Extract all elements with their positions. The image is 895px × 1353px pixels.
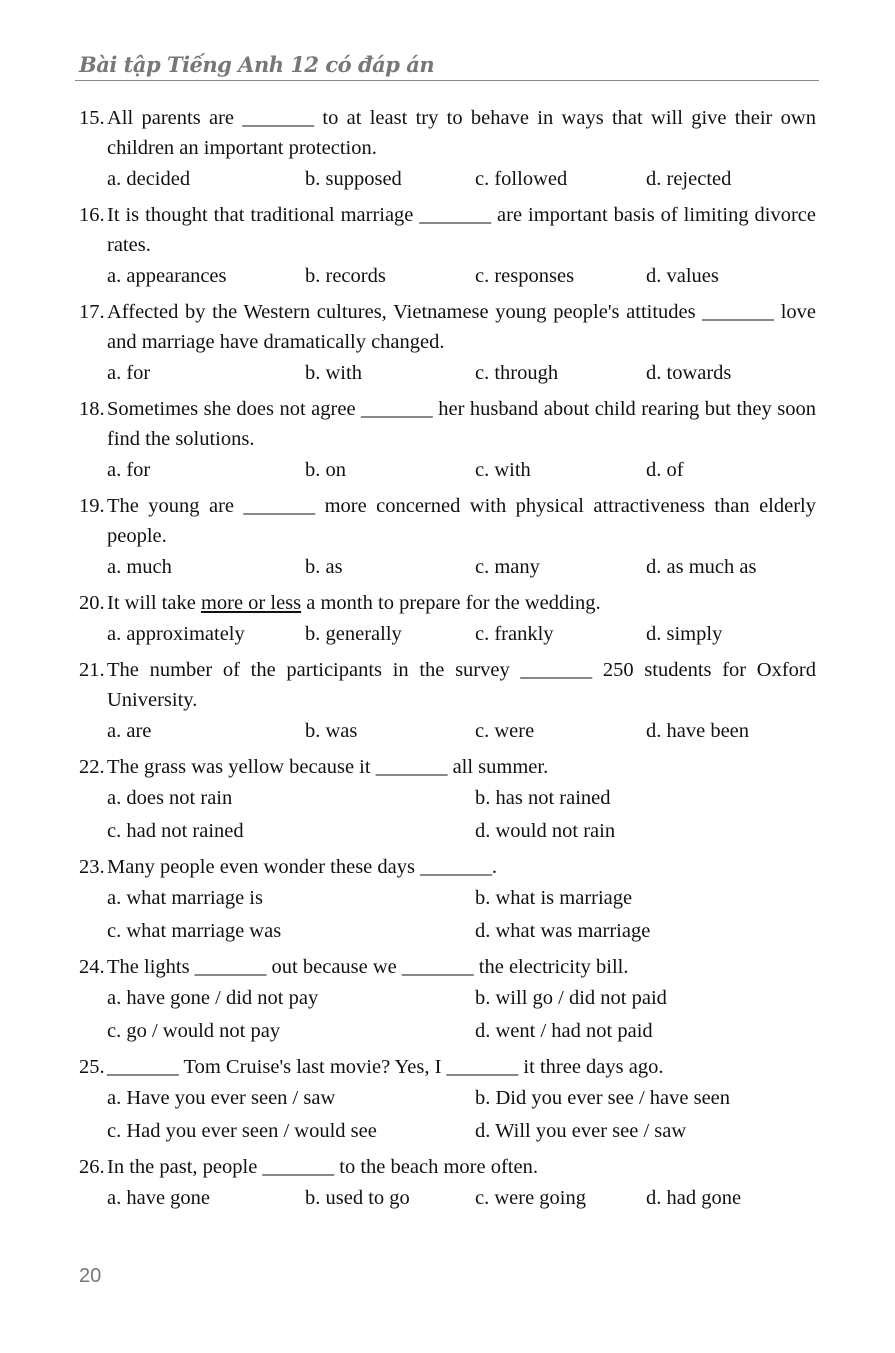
option-a: a. Have you ever seen / saw xyxy=(107,1087,336,1109)
question-number: 26. xyxy=(79,1156,105,1178)
question-stem xyxy=(79,588,816,618)
question-number: 19. xyxy=(79,495,105,517)
option-b: b. supposed xyxy=(305,168,402,190)
options-row xyxy=(79,915,816,948)
question-number: 15. xyxy=(79,107,105,129)
question-number: 25. xyxy=(79,1056,105,1078)
stem-text: In the past, people _______ to the beach more often. xyxy=(107,1156,538,1178)
stem-text: The number of the participants in the survey _______ 250 students for Oxford University. xyxy=(107,659,816,711)
option-b: b. records xyxy=(305,265,386,287)
question-number: 20. xyxy=(79,592,105,614)
option-a: a. decided xyxy=(107,168,191,190)
question-stem xyxy=(79,752,816,782)
option-d: d. as much as xyxy=(646,556,757,578)
question-number: 16. xyxy=(79,204,105,226)
option-a: a. what marriage is xyxy=(107,887,263,909)
question-26 xyxy=(79,1148,816,1215)
option-a: a. have gone / did not pay xyxy=(107,987,319,1009)
question-23 xyxy=(79,848,816,948)
option-c: c. frankly xyxy=(475,623,554,645)
question-number: 23. xyxy=(79,856,105,878)
option-b: b. will go / did not paid xyxy=(475,987,667,1009)
option-d: d. had gone xyxy=(646,1187,742,1209)
option-b: b. on xyxy=(305,459,346,481)
options-row xyxy=(79,163,816,196)
option-d: d. would not rain xyxy=(475,820,616,842)
option-c: c. many xyxy=(475,556,540,578)
option-b: b. with xyxy=(305,362,362,384)
question-number: 21. xyxy=(79,659,105,681)
option-d: d. rejected xyxy=(646,168,732,190)
option-d: d. went / had not paid xyxy=(475,1020,653,1042)
stem-text: Sometimes she does not agree _______ her husband about child rearing but they soon find the solutions. xyxy=(107,398,816,450)
option-b: b. has not rained xyxy=(475,787,611,809)
question-stem xyxy=(79,1052,816,1082)
options-row xyxy=(79,882,816,915)
stem-text: All parents are _______ to at least try to behave in ways that will give their own children an important protection. xyxy=(107,107,816,159)
page-number: 20 xyxy=(79,1265,102,1287)
option-a: a. are xyxy=(107,720,152,742)
option-d: d. simply xyxy=(646,623,723,645)
underlined-phrase: more or less xyxy=(200,592,302,614)
option-a: a. for xyxy=(107,459,151,481)
stem-text-end: a month to prepare for the wedding. xyxy=(301,592,601,614)
options-row xyxy=(79,715,816,748)
option-c: c. with xyxy=(475,459,531,481)
options-row xyxy=(79,1115,816,1148)
question-stem xyxy=(79,1152,816,1182)
option-c: c. what marriage was xyxy=(107,920,282,942)
question-20 xyxy=(79,584,816,651)
stem-text: It is thought that traditional marriage _______ are important basis of limiting divorce rates. xyxy=(107,204,816,256)
question-18 xyxy=(79,390,816,487)
question-stem xyxy=(79,200,816,260)
option-d: d. values xyxy=(646,265,719,287)
question-stem xyxy=(79,952,816,982)
option-b: b. as xyxy=(305,556,343,578)
question-15 xyxy=(79,99,816,196)
question-stem xyxy=(79,394,816,454)
question-stem xyxy=(79,103,816,163)
option-a: a. for xyxy=(107,362,151,384)
options-row xyxy=(79,1015,816,1048)
option-c: c. through xyxy=(475,362,559,384)
option-b: b. generally xyxy=(305,623,402,645)
option-c: c. were going xyxy=(475,1187,586,1209)
options-row xyxy=(79,982,816,1015)
options-row xyxy=(79,1182,816,1215)
option-d: d. of xyxy=(646,459,684,481)
option-d: d. Will you ever see / saw xyxy=(475,1120,687,1142)
options-row xyxy=(79,551,816,584)
options-row xyxy=(79,618,816,651)
options-row xyxy=(79,815,816,848)
option-b: b. Did you ever see / have seen xyxy=(475,1087,731,1109)
stem-text: The lights _______ out because we _______ the electricity bill. xyxy=(107,956,629,978)
option-c: c. followed xyxy=(475,168,568,190)
stem-text: _______ Tom Cruise's last movie? Yes, I _______ it three days ago. xyxy=(107,1056,664,1078)
question-number: 18. xyxy=(79,398,105,420)
option-c: c. responses xyxy=(475,265,575,287)
question-19 xyxy=(79,487,816,584)
question-stem xyxy=(79,852,816,882)
question-number: 17. xyxy=(79,301,105,323)
question-stem xyxy=(79,655,816,715)
stem-text: The young are _______ more concerned with physical attractiveness than elderly people. xyxy=(107,495,816,547)
stem-text: It will take xyxy=(107,592,201,614)
stem-text: Many people even wonder these days _______. xyxy=(107,856,497,878)
question-22 xyxy=(79,748,816,848)
option-c: c. had not rained xyxy=(107,820,244,842)
option-c: c. were xyxy=(475,720,535,742)
question-21 xyxy=(79,651,816,748)
question-stem xyxy=(79,297,816,357)
option-a: a. does not rain xyxy=(107,787,233,809)
option-b: b. what is marriage xyxy=(475,887,633,909)
option-b: b. was xyxy=(305,720,358,742)
option-d: d. have been xyxy=(646,720,750,742)
stem-text: Affected by the Western cultures, Vietnamese young people's attitudes _______ love and marriage have dramatically changed. xyxy=(107,301,816,353)
exercise-list xyxy=(79,99,816,1215)
option-c: c. go / would not pay xyxy=(107,1020,281,1042)
option-b: b. used to go xyxy=(305,1187,410,1209)
options-row xyxy=(79,782,816,815)
question-stem xyxy=(79,491,816,551)
option-a: a. have gone xyxy=(107,1187,211,1209)
question-17 xyxy=(79,293,816,390)
options-row xyxy=(79,1082,816,1115)
option-a: a. appearances xyxy=(107,265,227,287)
option-c: c. Had you ever seen / would see xyxy=(107,1120,377,1142)
header-rule xyxy=(75,80,819,81)
question-25 xyxy=(79,1048,816,1148)
options-row xyxy=(79,454,816,487)
options-row xyxy=(79,357,816,390)
stem-text: The grass was yellow because it _______ all summer. xyxy=(107,756,549,778)
option-d: d. what was marriage xyxy=(475,920,651,942)
options-row xyxy=(79,260,816,293)
question-number: 24. xyxy=(79,956,105,978)
option-d: d. towards xyxy=(646,362,732,384)
question-24 xyxy=(79,948,816,1048)
question-number: 22. xyxy=(79,756,105,778)
option-a: a. approximately xyxy=(107,623,245,645)
running-header: Bài tập Tiếng Anh 12 có đáp án xyxy=(79,52,435,77)
option-a: a. much xyxy=(107,556,172,578)
question-16 xyxy=(79,196,816,293)
